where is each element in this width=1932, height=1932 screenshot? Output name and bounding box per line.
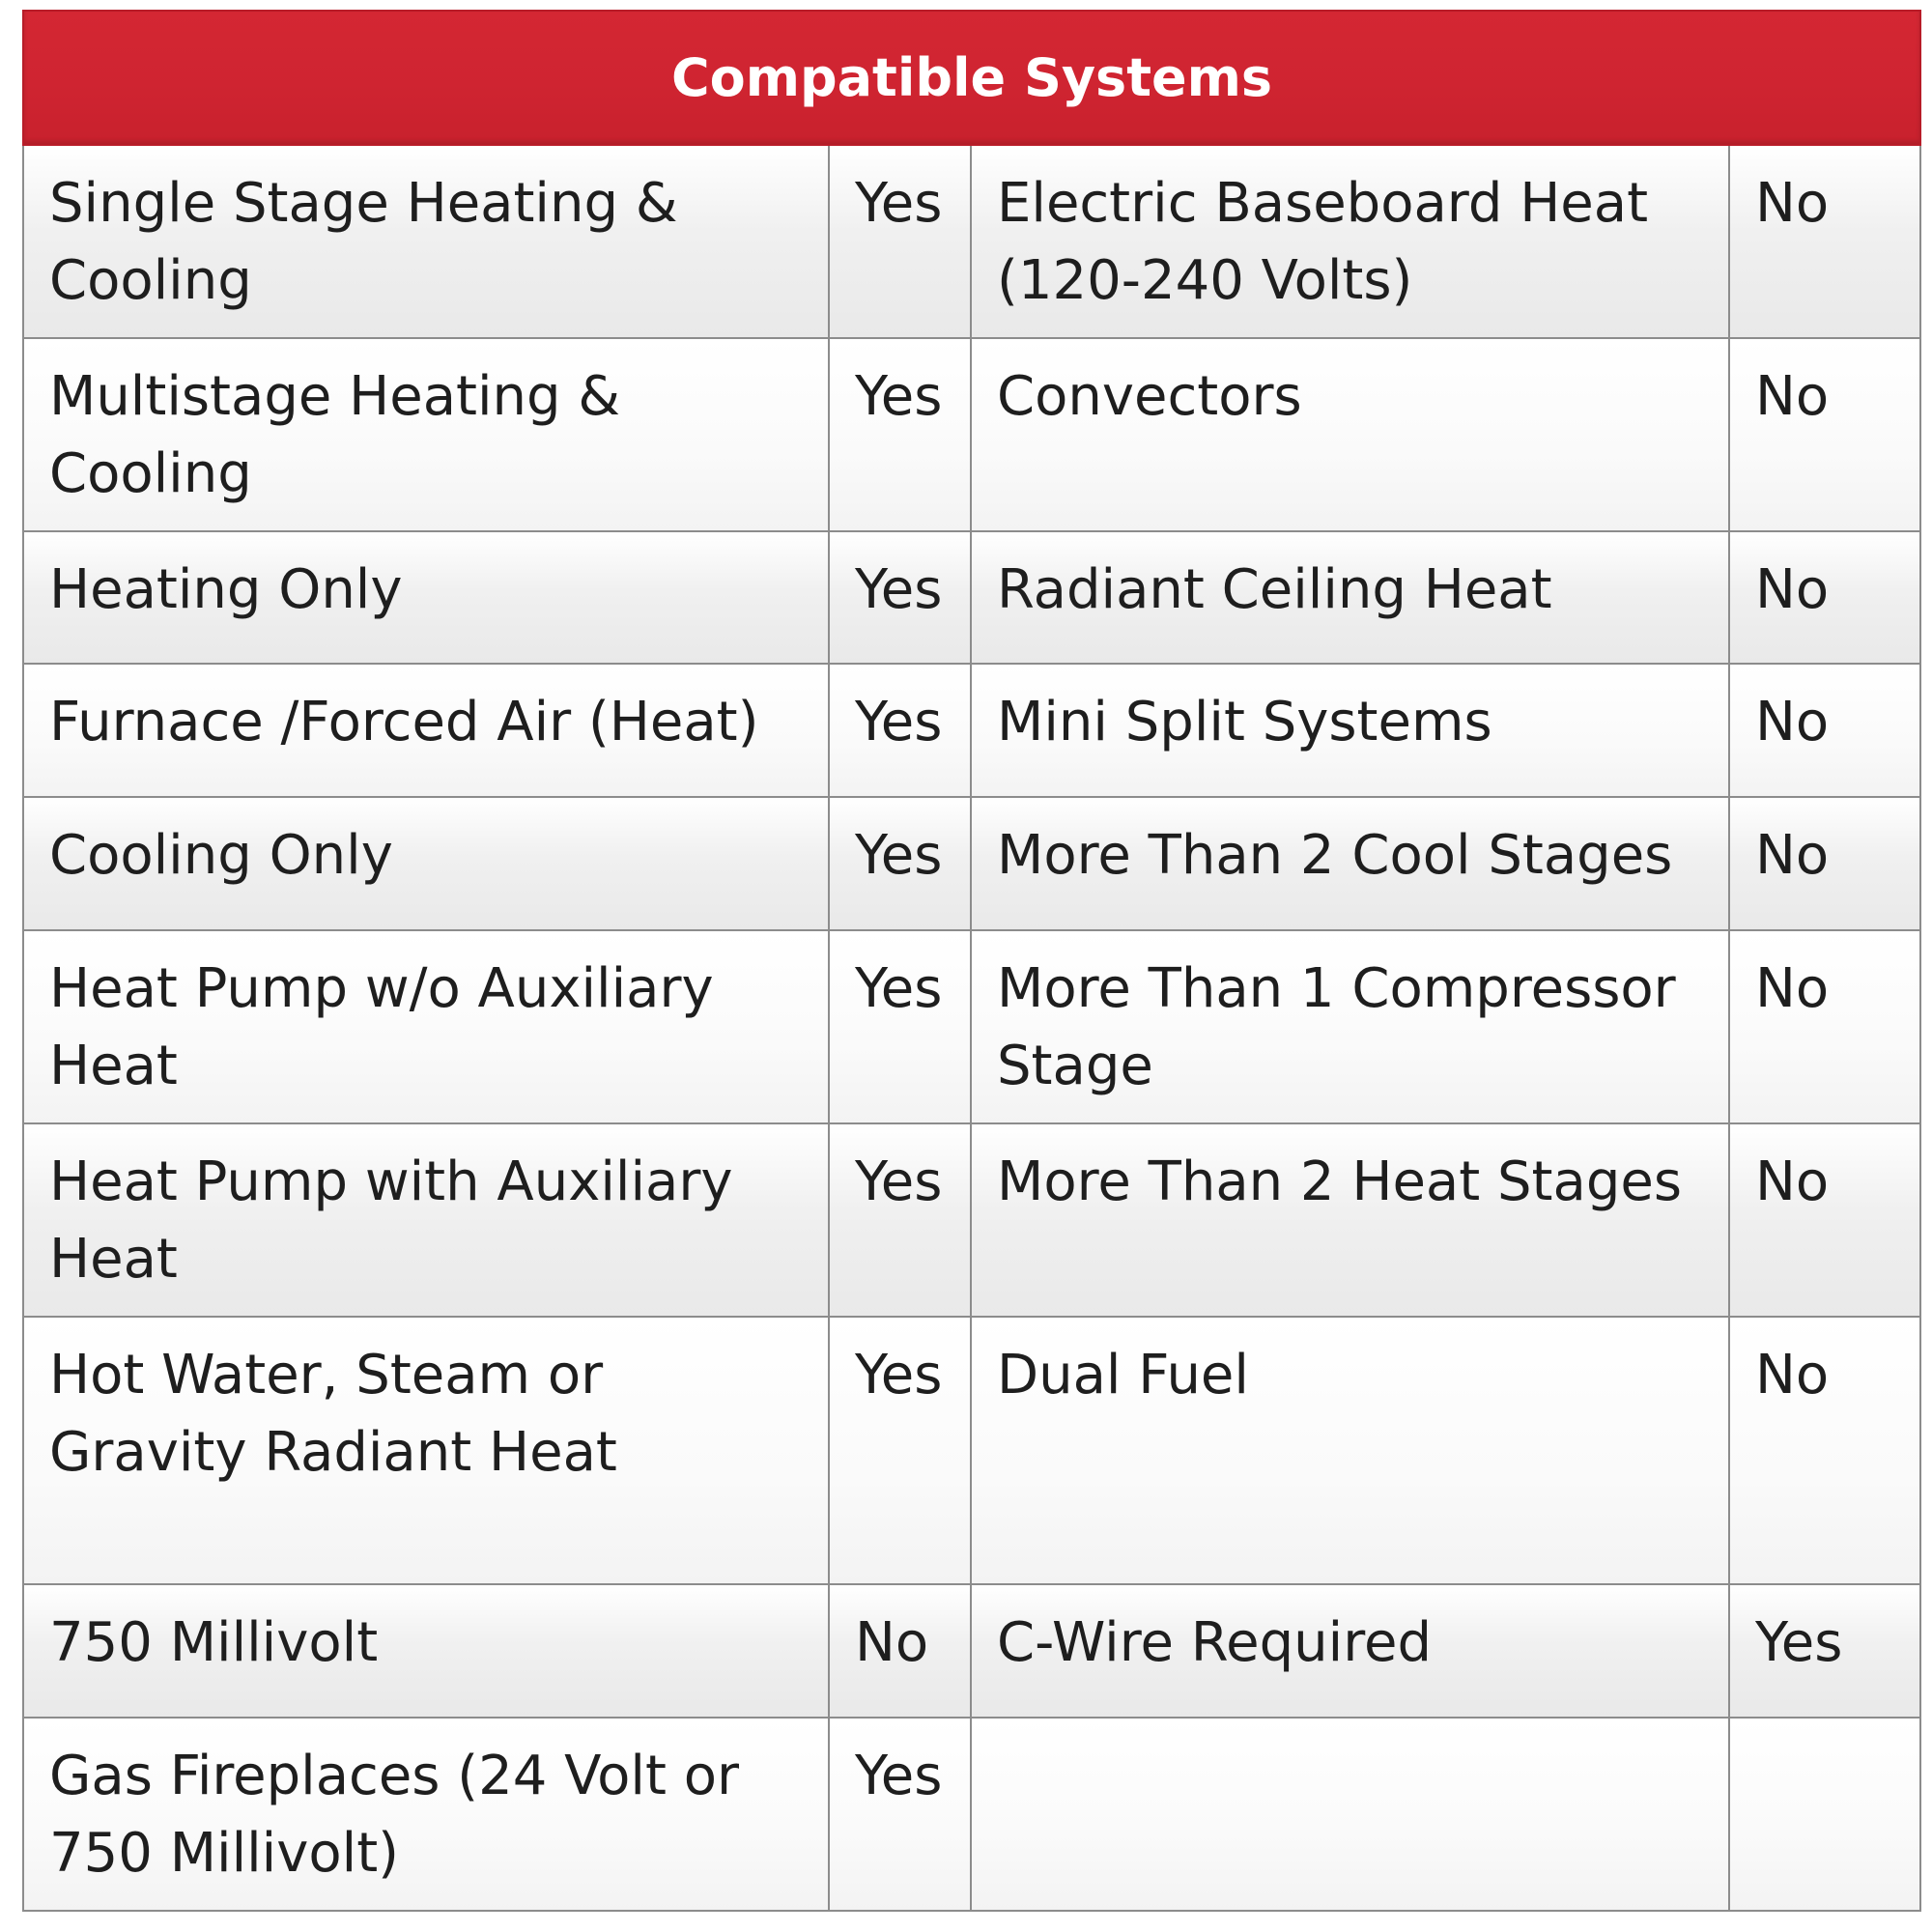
right-compat-value xyxy=(1729,1718,1920,1911)
right-compat-value: No xyxy=(1729,338,1920,531)
left-compat-value: Yes xyxy=(829,930,971,1123)
right-compat-value: No xyxy=(1729,145,1920,338)
left-compat-value: Yes xyxy=(829,1123,971,1317)
left-system-label: 750 Millivolt xyxy=(23,1584,829,1718)
table-row xyxy=(23,664,1920,797)
right-system-label: More Than 1 Compressor Stage xyxy=(971,930,1729,1123)
right-system-label: Electric Baseboard Heat (120-240 Volts) xyxy=(971,145,1729,338)
left-system-label: Multistage Heating & Cooling xyxy=(23,338,829,531)
right-compat-value: No xyxy=(1729,664,1920,797)
left-system-label: Heat Pump with Auxiliary Heat xyxy=(23,1123,829,1317)
table-row xyxy=(23,531,1920,664)
right-compat-value: No xyxy=(1729,1317,1920,1584)
left-compat-value: Yes xyxy=(829,797,971,930)
right-system-label: Convectors xyxy=(971,338,1729,531)
right-compat-value: Yes xyxy=(1729,1584,1920,1718)
right-system-label: Dual Fuel xyxy=(971,1317,1729,1584)
left-system-label: Cooling Only xyxy=(23,797,829,930)
table-header-row xyxy=(23,11,1920,145)
left-system-label: Hot Water, Steam or Gravity Radiant Heat xyxy=(23,1317,829,1584)
left-system-label: Gas Fireplaces (24 Volt or 750 Millivolt) xyxy=(23,1718,829,1911)
left-compat-value: Yes xyxy=(829,1718,971,1911)
table-row xyxy=(23,145,1920,338)
right-compat-value: No xyxy=(1729,930,1920,1123)
table-title: Compatible Systems xyxy=(23,11,1920,145)
right-system-label: More Than 2 Heat Stages xyxy=(971,1123,1729,1317)
left-compat-value: Yes xyxy=(829,664,971,797)
right-compat-value: No xyxy=(1729,1123,1920,1317)
table-row xyxy=(23,1317,1920,1584)
right-system-label xyxy=(971,1718,1729,1911)
right-system-label: Mini Split Systems xyxy=(971,664,1729,797)
right-compat-value: No xyxy=(1729,531,1920,664)
table-row xyxy=(23,1718,1920,1911)
table-row xyxy=(23,1584,1920,1718)
right-system-label: Radiant Ceiling Heat xyxy=(971,531,1729,664)
left-compat-value: Yes xyxy=(829,145,971,338)
left-compat-value: Yes xyxy=(829,531,971,664)
left-system-label: Single Stage Heating & Cooling xyxy=(23,145,829,338)
table-row xyxy=(23,1123,1920,1317)
left-compat-value: No xyxy=(829,1584,971,1718)
right-compat-value: No xyxy=(1729,797,1920,930)
compatible-systems-table xyxy=(22,10,1921,1912)
left-system-label: Heat Pump w/o Auxiliary Heat xyxy=(23,930,829,1123)
right-system-label: More Than 2 Cool Stages xyxy=(971,797,1729,930)
table-row xyxy=(23,797,1920,930)
left-system-label: Furnace /Forced Air (Heat) xyxy=(23,664,829,797)
table-row xyxy=(23,338,1920,531)
table-row xyxy=(23,930,1920,1123)
right-system-label: C-Wire Required xyxy=(971,1584,1729,1718)
left-compat-value: Yes xyxy=(829,338,971,531)
left-system-label: Heating Only xyxy=(23,531,829,664)
left-compat-value: Yes xyxy=(829,1317,971,1584)
